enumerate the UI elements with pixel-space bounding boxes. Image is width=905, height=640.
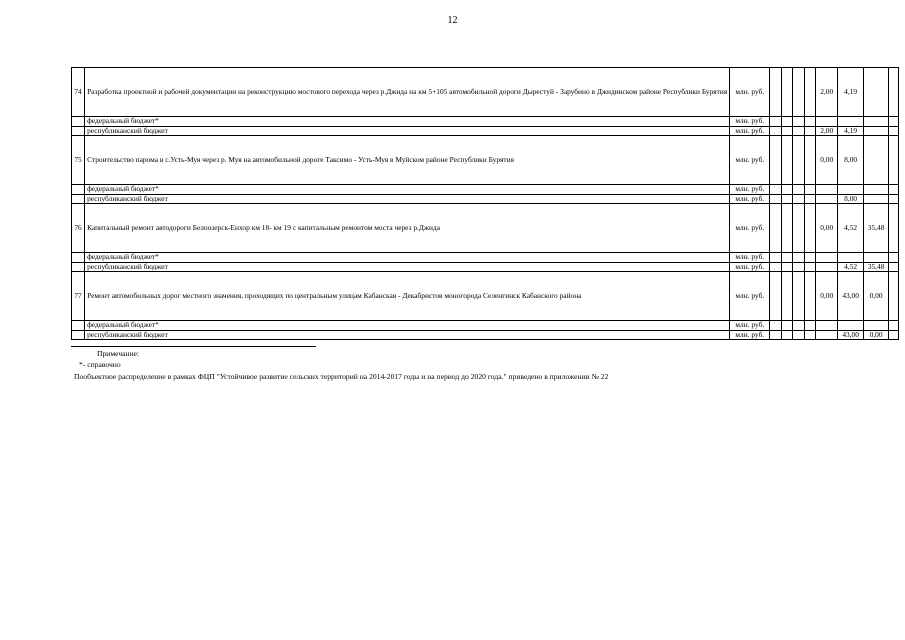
value-cell: 2,00: [816, 126, 838, 136]
page-number: 12: [447, 15, 458, 26]
value-cell: [781, 204, 792, 253]
value-cell: [793, 117, 804, 127]
value-cell: [863, 117, 888, 127]
value-cell: [781, 262, 792, 272]
value-cell: [816, 330, 838, 340]
unit-cell: млн. руб.: [730, 204, 770, 253]
value-cell: [889, 194, 899, 204]
value-cell: [793, 253, 804, 263]
value-cell: [770, 262, 781, 272]
republic-budget-label: республиканский бюджет: [85, 262, 730, 272]
value-cell: [781, 68, 792, 117]
republic-budget-label: республиканский бюджет: [85, 194, 730, 204]
value-cell: 4,19: [838, 126, 863, 136]
value-cell: [770, 253, 781, 263]
unit-cell: млн. руб.: [730, 272, 770, 321]
value-cell: [770, 330, 781, 340]
unit-cell: млн. руб.: [730, 330, 770, 340]
unit-cell: млн. руб.: [730, 321, 770, 331]
value-cell: [781, 136, 792, 185]
value-cell: [781, 253, 792, 263]
value-cell: [838, 185, 863, 195]
table-row: [72, 117, 905, 127]
value-cell: [793, 136, 804, 185]
value-cell: [770, 68, 781, 117]
value-cell: [793, 194, 804, 204]
value-cell: [804, 253, 815, 263]
value-cell: [804, 330, 815, 340]
value-cell: 0,00: [816, 136, 838, 185]
value-cell: 0,00: [816, 272, 838, 321]
value-cell: [781, 117, 792, 127]
value-cell: [863, 194, 888, 204]
unit-cell: млн. руб.: [730, 126, 770, 136]
value-cell: [889, 272, 899, 321]
value-cell: [816, 185, 838, 195]
row-number-empty: [72, 253, 85, 263]
table-row: [72, 194, 905, 204]
value-cell: [804, 68, 815, 117]
value-cell: 35,48: [863, 204, 888, 253]
value-cell: [781, 185, 792, 195]
distribution-note: Пообъектное распределение в рамках ФЦП "Устойчивое развитие сельских территорий на 2014-2017 годы и на период до 2020 года." приведено в приложении № 22: [74, 372, 609, 381]
value-cell: 2,00: [816, 68, 838, 117]
row-number-empty: [72, 262, 85, 272]
value-cell: [793, 204, 804, 253]
row-number: 74: [72, 68, 85, 117]
table-row: [72, 330, 905, 340]
value-cell: [770, 204, 781, 253]
value-cell: [793, 272, 804, 321]
value-cell: [804, 321, 815, 331]
table-row: [72, 68, 905, 117]
value-cell: [781, 321, 792, 331]
value-cell: 4,19: [838, 68, 863, 117]
row-number: 77: [72, 272, 85, 321]
value-cell: [770, 126, 781, 136]
value-cell: [889, 262, 899, 272]
table-row: [72, 272, 905, 321]
unit-cell: млн. руб.: [730, 185, 770, 195]
value-cell: [889, 330, 899, 340]
value-cell: [793, 126, 804, 136]
row-number-empty: [72, 330, 85, 340]
value-cell: [781, 126, 792, 136]
unit-cell: млн. руб.: [730, 136, 770, 185]
row-number-empty: [72, 321, 85, 331]
value-cell: [781, 330, 792, 340]
note-reference: *- справочно: [79, 360, 121, 369]
table-body: [72, 68, 905, 340]
value-cell: 8,00: [838, 194, 863, 204]
value-cell: [816, 253, 838, 263]
row-number-empty: [72, 126, 85, 136]
value-cell: [816, 194, 838, 204]
table-row: [72, 321, 905, 331]
table-row: [72, 262, 905, 272]
value-cell: 4,52: [838, 204, 863, 253]
value-cell: [838, 117, 863, 127]
value-cell: [816, 321, 838, 331]
table-row: [72, 204, 905, 253]
value-cell: [838, 321, 863, 331]
value-cell: [770, 185, 781, 195]
value-cell: [889, 204, 899, 253]
republic-budget-label: республиканский бюджет: [85, 330, 730, 340]
value-cell: [804, 136, 815, 185]
value-cell: [863, 68, 888, 117]
value-cell: [804, 126, 815, 136]
note-label: Примечание:: [97, 349, 140, 358]
value-cell: [816, 262, 838, 272]
table-row: [72, 185, 905, 195]
value-cell: [889, 321, 899, 331]
value-cell: [863, 253, 888, 263]
value-cell: 4,52: [838, 262, 863, 272]
value-cell: [804, 185, 815, 195]
value-cell: [793, 330, 804, 340]
value-cell: [781, 272, 792, 321]
value-cell: [863, 136, 888, 185]
value-cell: 8,00: [838, 136, 863, 185]
table-row: [72, 253, 905, 263]
value-cell: [770, 272, 781, 321]
value-cell: [793, 185, 804, 195]
value-cell: 43,00: [838, 272, 863, 321]
federal-budget-label: федеральный бюджет*: [85, 321, 730, 331]
value-cell: [863, 126, 888, 136]
object-name: Капитальный ремонт автодороги Белоозерск-Енхор км 18- км 19 с капитальным ремонтом моста через р.Джида: [85, 204, 730, 253]
value-cell: [838, 253, 863, 263]
table-row: [72, 136, 905, 185]
value-cell: [793, 262, 804, 272]
value-cell: [804, 117, 815, 127]
value-cell: [781, 194, 792, 204]
value-cell: [770, 136, 781, 185]
row-number-empty: [72, 117, 85, 127]
value-cell: [804, 262, 815, 272]
row-number-empty: [72, 194, 85, 204]
value-cell: 43,00: [838, 330, 863, 340]
value-cell: [793, 68, 804, 117]
value-cell: 35,48: [863, 262, 888, 272]
value-cell: 0,00: [863, 272, 888, 321]
value-cell: [770, 194, 781, 204]
federal-budget-label: федеральный бюджет*: [85, 117, 730, 127]
unit-cell: млн. руб.: [730, 194, 770, 204]
unit-cell: млн. руб.: [730, 253, 770, 263]
value-cell: [804, 204, 815, 253]
value-cell: [816, 117, 838, 127]
value-cell: [889, 117, 899, 127]
value-cell: [889, 185, 899, 195]
value-cell: 0,00: [863, 330, 888, 340]
value-cell: [889, 68, 899, 117]
footnote-divider: [71, 346, 316, 347]
object-name: Строительство парома в с.Усть-Муя через р. Муя на автомобильной дороге Таксимо - Усть-Муя в Муйском районе Республики Бурятия: [85, 136, 730, 185]
value-cell: [804, 194, 815, 204]
value-cell: [863, 185, 888, 195]
unit-cell: млн. руб.: [730, 68, 770, 117]
object-name: Ремонт автомобильных дорог местного значения, проходящих по центральным улицам Кабанская - Декабристов моногорода Селенгинск Кабанского района: [85, 272, 730, 321]
row-number: 76: [72, 204, 85, 253]
value-cell: [770, 321, 781, 331]
federal-budget-label: федеральный бюджет*: [85, 253, 730, 263]
republic-budget-label: республиканский бюджет: [85, 126, 730, 136]
object-name: Разработка проектной и рабочей документации на реконструкцию мостового перехода через р.Джида на км 5+105 автомобильной дороги Дырестуй - Зарубино в Джидинском районе Республики Бурятия: [85, 68, 730, 117]
row-number-empty: [72, 185, 85, 195]
table-row: [72, 126, 905, 136]
value-cell: [889, 136, 899, 185]
value-cell: [770, 117, 781, 127]
federal-budget-label: федеральный бюджет*: [85, 185, 730, 195]
row-number: 75: [72, 136, 85, 185]
unit-cell: млн. руб.: [730, 117, 770, 127]
value-cell: [804, 272, 815, 321]
value-cell: [793, 321, 804, 331]
value-cell: [889, 253, 899, 263]
program-table: [71, 67, 905, 340]
value-cell: [863, 321, 888, 331]
value-cell: [889, 126, 899, 136]
value-cell: 0,00: [816, 204, 838, 253]
unit-cell: млн. руб.: [730, 262, 770, 272]
